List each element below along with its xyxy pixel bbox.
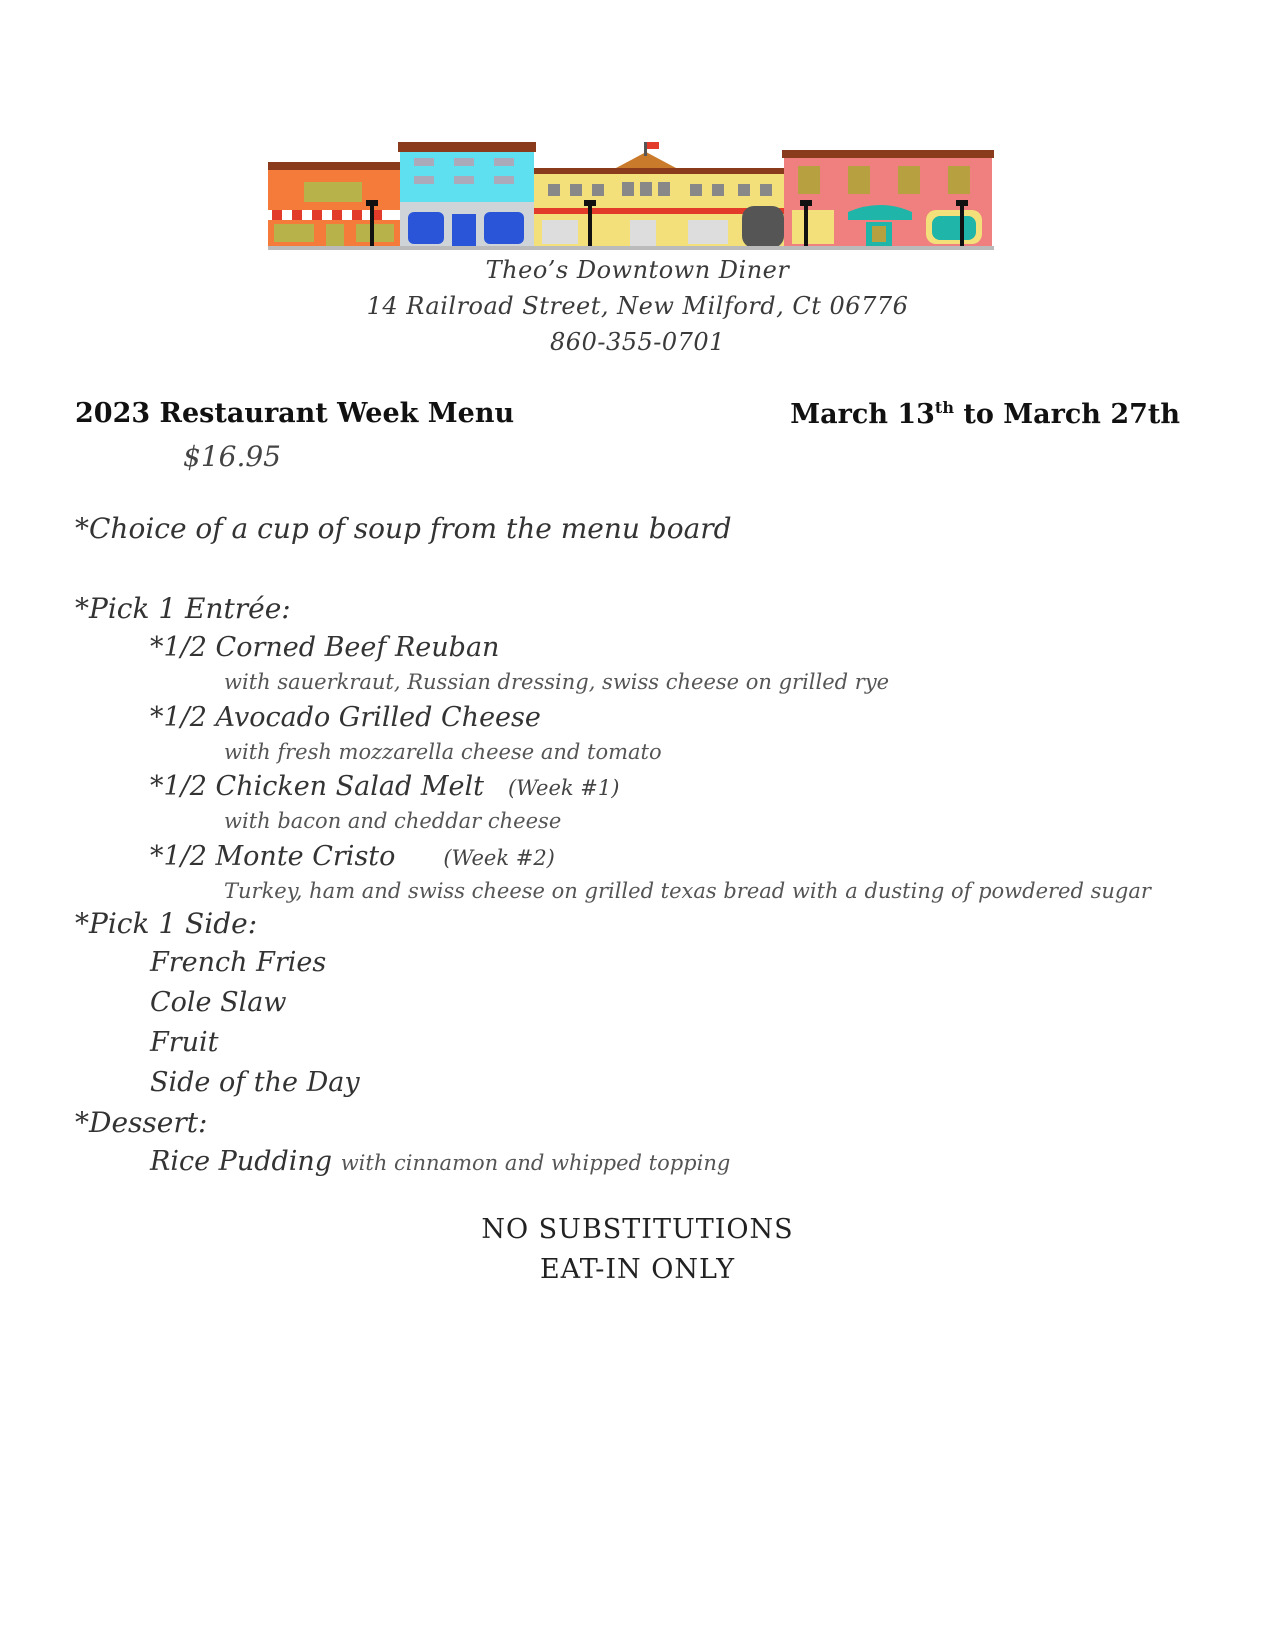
entree-item: *1/2 Corned Beef Reuban <box>150 632 500 663</box>
entree-desc: with fresh mozzarella cheese and tomato <box>224 740 662 764</box>
storefront-illustration <box>268 142 1008 250</box>
entree-item: *1/2 Avocado Grilled Cheese <box>150 702 541 733</box>
entree-desc: with sauerkraut, Russian dressing, swiss cheese on grilled rye <box>224 670 890 694</box>
side-item: Side of the Day <box>150 1067 360 1098</box>
dessert-heading: *Dessert: <box>75 1106 208 1139</box>
entree-item: *1/2 Chicken Salad Melt (Week #1) <box>150 771 620 802</box>
week-note: (Week #2) <box>443 846 555 870</box>
entree-desc: with bacon and cheddar cheese <box>224 809 562 833</box>
menu-title: 2023 Restaurant Week Menu <box>75 398 515 429</box>
entree-item: *1/2 Monte Cristo (Week #2) <box>150 841 555 872</box>
dessert-desc: with cinnamon and whipped topping <box>340 1151 731 1175</box>
side-item: Cole Slaw <box>150 987 287 1018</box>
entree-heading: *Pick 1 Entrée: <box>75 592 291 625</box>
restaurant-phone: 860-355-0701 <box>550 328 725 356</box>
no-substitutions: NO SUBSTITUTIONS <box>481 1214 794 1245</box>
dessert-item: Rice Pudding with cinnamon and whipped topping <box>150 1146 731 1177</box>
side-item: Fruit <box>150 1027 219 1058</box>
restaurant-name: Theo’s Downtown Diner <box>485 256 790 284</box>
restaurant-address: 14 Railroad Street, New Milford, Ct 06776 <box>366 292 909 320</box>
entree-desc: Turkey, ham and swiss cheese on grilled texas bread with a dusting of powdered sugar <box>224 879 1151 903</box>
side-item: French Fries <box>150 947 327 978</box>
soup-line: *Choice of a cup of soup from the menu board <box>75 512 732 545</box>
side-heading: *Pick 1 Side: <box>75 907 258 940</box>
menu-price: $16.95 <box>183 440 281 473</box>
week-note: (Week #1) <box>507 776 620 800</box>
menu-dates: March 13th to March 27th <box>790 398 1180 430</box>
eat-in-only: EAT-IN ONLY <box>539 1254 736 1285</box>
